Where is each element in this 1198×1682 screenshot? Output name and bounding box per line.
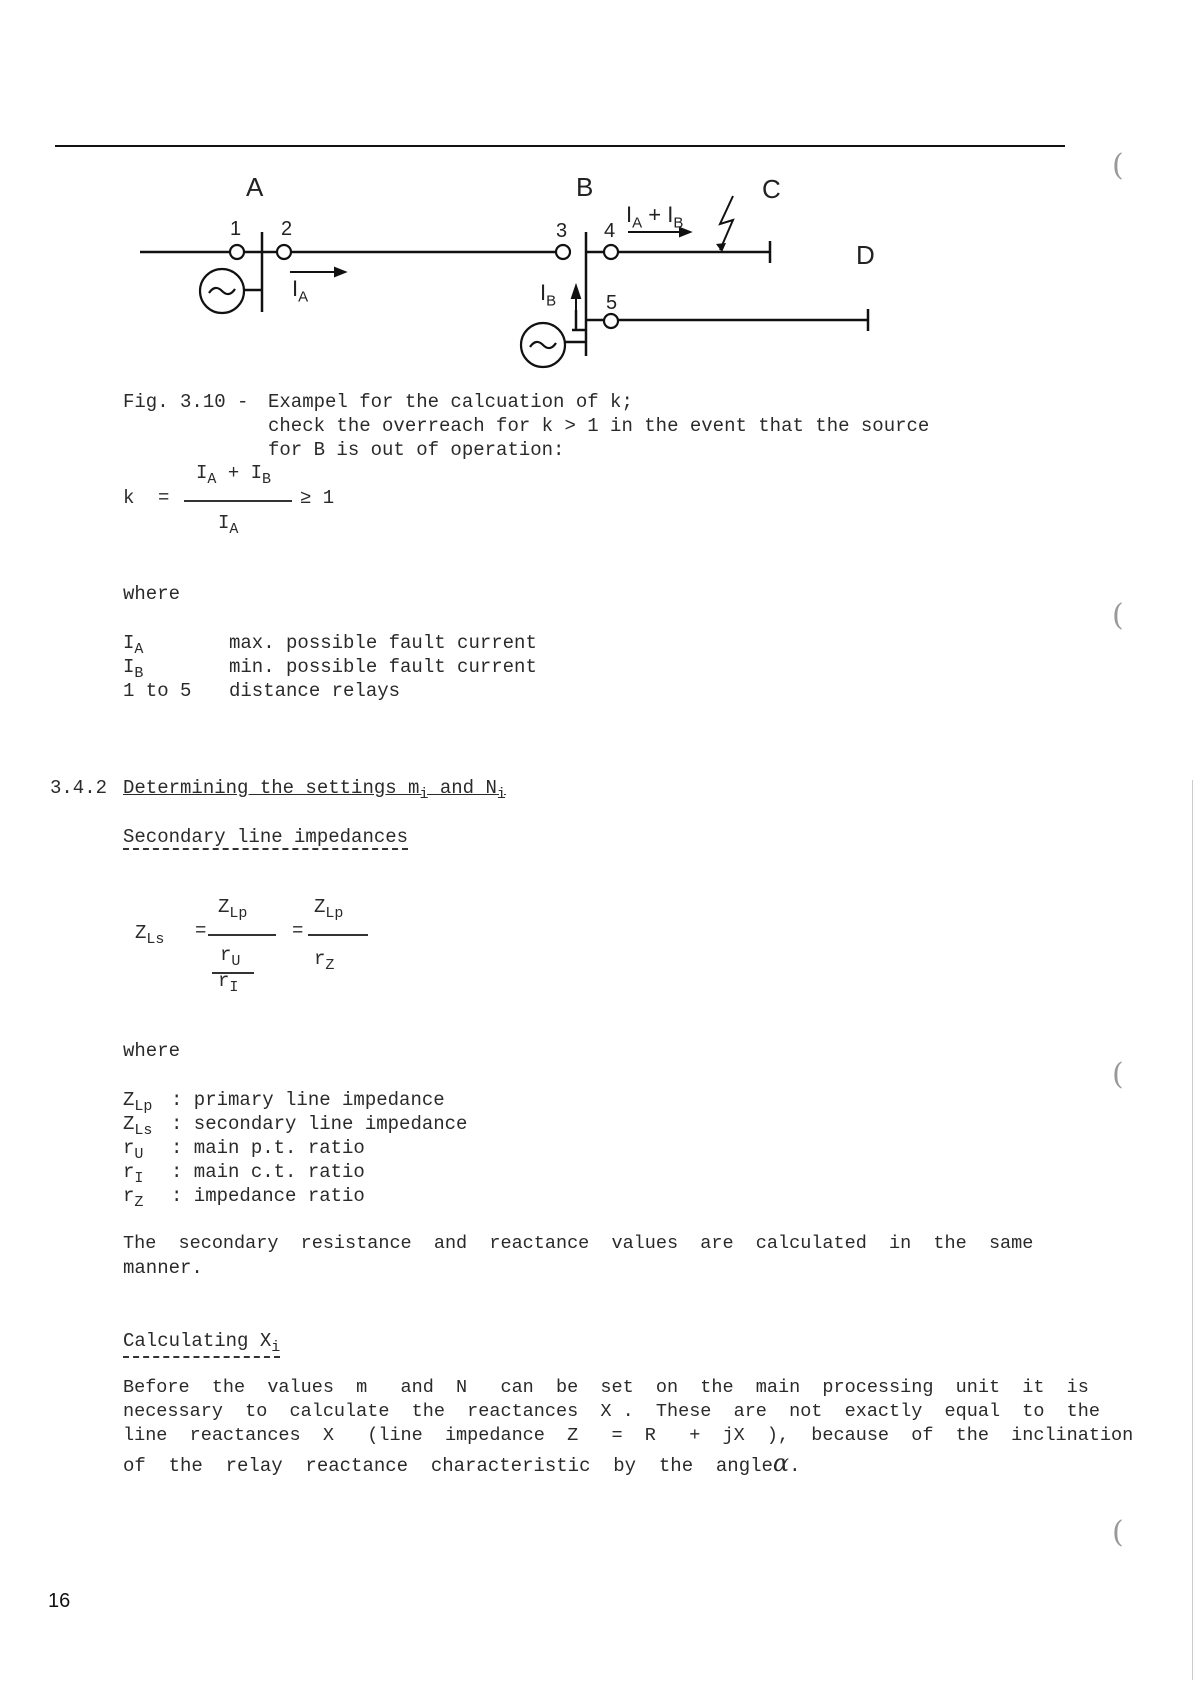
- subheading-calculating-xi: Calculating $X_i$: [123, 1330, 281, 1356]
- caption-label: Fig. 3.10 -: [123, 391, 249, 413]
- para1-line-1: The secondary resistance and reactance values are calculated in the same: [123, 1233, 1034, 1254]
- para2-line-1: Before the values m and N can be set on the main processing unit it is: [123, 1377, 1089, 1398]
- caption-line-2: check the overreach for k > 1 in the event that the source: [268, 415, 930, 437]
- def-zls-sym: $Z_{Ls}$: [123, 1113, 153, 1139]
- para2-line-3: line reactances X (line impedance Z = R + jX ), because of the inclination: [123, 1425, 1134, 1446]
- node-c-label: C: [762, 174, 781, 204]
- formula-z-num2: $Z_{Lp}$: [314, 896, 344, 922]
- formula-z-lhs: $Z_{Ls}$: [135, 922, 165, 948]
- formula-k-eq: =: [158, 487, 170, 509]
- formula-z-num1: $Z_{Lp}$: [218, 896, 248, 922]
- def-ru-sym: $r_U$: [123, 1137, 144, 1163]
- para1-line-2: manner.: [123, 1257, 203, 1279]
- def-zlp-sym: $Z_{Lp}$: [123, 1089, 153, 1115]
- caption-line-3: for B is out of operation:: [268, 439, 565, 461]
- def-ri-text: : main c.t. ratio: [171, 1161, 365, 1183]
- margin-mark-3: (: [1112, 1057, 1124, 1092]
- def-ri-sym: $r_I$: [123, 1161, 144, 1187]
- where-label-1: where: [123, 583, 181, 605]
- relay-1-label: 1: [230, 218, 242, 240]
- def2-sym: $I_B$: [123, 656, 144, 682]
- def-zlp-text: : primary line impedance: [171, 1089, 445, 1111]
- node-d-label: D: [856, 240, 875, 270]
- formula-z-den2: $r_Z$: [314, 948, 335, 974]
- relay-5-label: 5: [606, 292, 618, 314]
- def-zls-text: : secondary line impedance: [171, 1113, 468, 1135]
- formula-k-fraction-bar: [184, 500, 292, 502]
- def-rz-text: : impedance ratio: [171, 1185, 365, 1207]
- formula-z-den1-top: $r_U$: [220, 944, 241, 970]
- current-sum-label: $I_A + I_B$: [626, 202, 684, 232]
- def1-sym: $I_A$: [123, 632, 144, 658]
- def3-sym: 1 to 5: [123, 680, 192, 702]
- arrow-ia: [335, 268, 345, 276]
- fault-lightning-icon: [720, 196, 733, 250]
- formula-k-lhs: k: [123, 487, 135, 509]
- formula-k-denominator: $I_A$: [218, 512, 239, 538]
- relay-5: [604, 314, 618, 328]
- alpha-symbol: α: [772, 1449, 790, 1477]
- current-ib-label: $I_B$: [540, 280, 557, 310]
- current-ia-label: $I_A$: [292, 276, 309, 306]
- formula-z-eq1: =: [195, 920, 207, 942]
- section-title: Determining the settings $m_i$ and $N_i$: [123, 777, 506, 803]
- page-number: 16: [48, 1590, 71, 1612]
- para2-line-2: necessary to calculate the reactances X . These are not exactly equal to the: [123, 1401, 1100, 1422]
- right-edge-line: [1192, 780, 1193, 1680]
- subheading-secondary-impedances: Secondary line impedances: [123, 826, 409, 848]
- formula-k-numerator: $I_A + I_B$: [196, 462, 272, 488]
- margin-mark-4: (: [1112, 1515, 1124, 1550]
- def1-text: max. possible fault current: [229, 632, 537, 654]
- circuit-diagram: [0, 0, 1198, 380]
- formula-z-eq2: =: [292, 920, 304, 942]
- arrow-ib: [572, 286, 580, 298]
- relay-1: [230, 245, 244, 259]
- def-rz-sym: $r_Z$: [123, 1185, 144, 1211]
- formula-z-den1-bot: $r_I$: [218, 970, 239, 996]
- margin-mark-2: (: [1112, 598, 1124, 633]
- para2-line-4: of the relay reactance characteristic by the angleα.: [123, 1449, 801, 1477]
- def3-text: distance relays: [229, 680, 401, 702]
- node-a-label: A: [246, 172, 264, 202]
- formula-z-bar1: [208, 934, 276, 936]
- relay-3-label: 3: [556, 220, 568, 242]
- relay-3: [556, 245, 570, 259]
- where-label-2: where: [123, 1040, 181, 1062]
- section-number: 3.4.2: [50, 777, 108, 799]
- formula-z-bar2: [308, 934, 368, 936]
- def2-text: min. possible fault current: [229, 656, 537, 678]
- formula-k-relation: ≥ 1: [300, 487, 335, 509]
- relay-4-label: 4: [604, 220, 616, 242]
- relay-2: [277, 245, 291, 259]
- margin-mark-1: (: [1112, 148, 1124, 183]
- relay-2-label: 2: [281, 218, 293, 240]
- def-ru-text: : main p.t. ratio: [171, 1137, 365, 1159]
- node-b-label: B: [576, 172, 594, 202]
- caption-line-1: Exampel for the calcuation of k;: [268, 391, 633, 413]
- relay-4: [604, 245, 618, 259]
